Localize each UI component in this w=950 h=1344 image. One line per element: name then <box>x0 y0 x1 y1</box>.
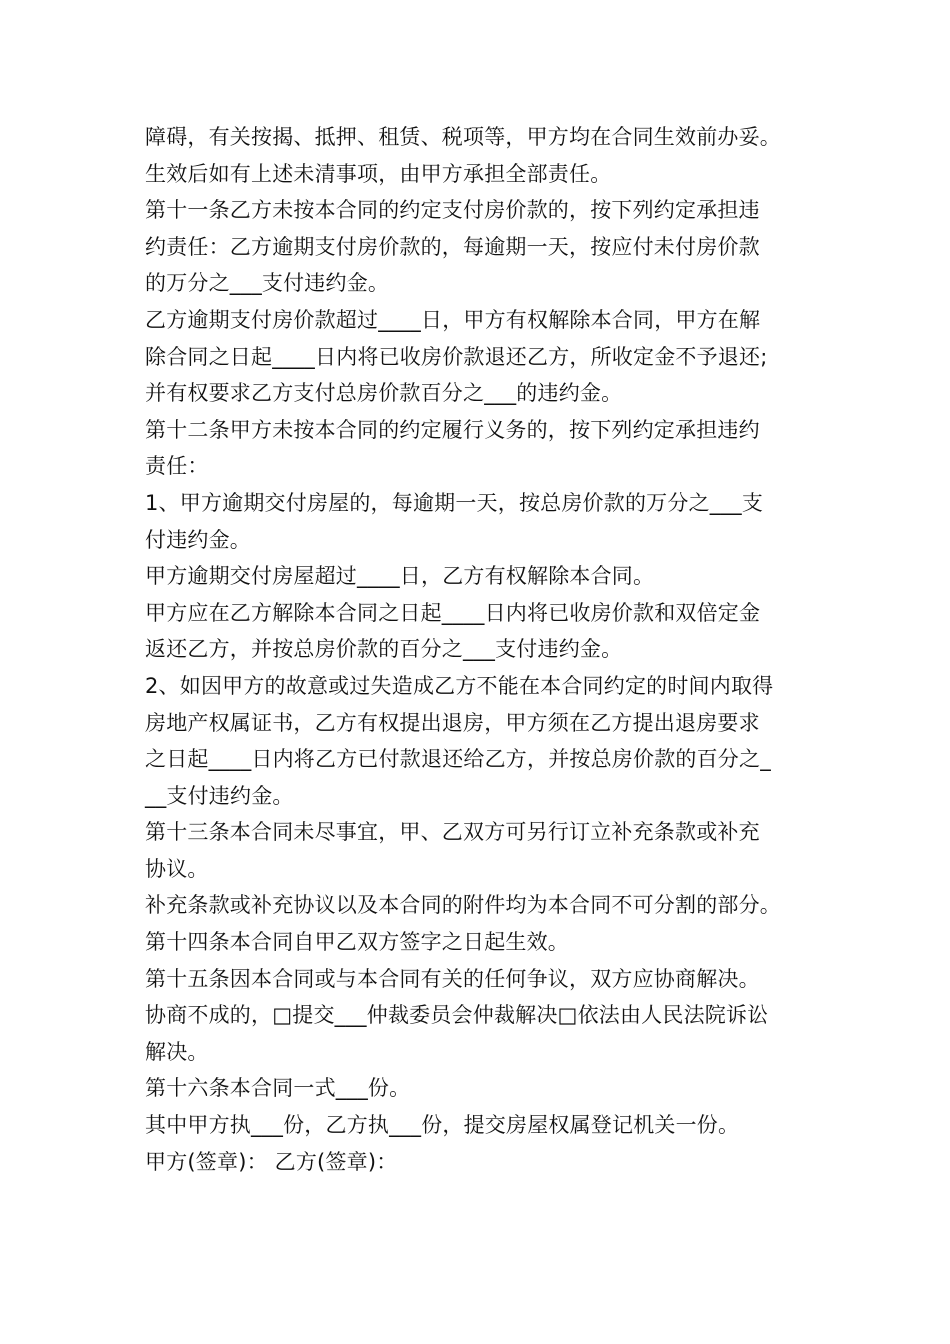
text-line: 甲方逾期交付房屋超过____日，乙方有权解除本合同。 <box>145 564 655 589</box>
text-line: 第十一条乙方未按本合同的约定支付房价款的，按下列约定承担违 <box>145 198 760 223</box>
text-line: 1、甲方逾期交付房屋的，每逾期一天，按总房价款的万分之___支 <box>145 490 764 515</box>
text-line: 障碍，有关按揭、抵押、租赁、税项等，甲方均在合同生效前办妥。 <box>145 125 781 149</box>
contract-text <box>145 119 820 1180</box>
text-line: 甲方应在乙方解除本合同之日起____日内将已收房价款和双倍定金 <box>145 600 761 625</box>
signature-line: 甲方(签章)： 乙方(签章)： <box>145 1149 398 1174</box>
text-line: 2、如因甲方的故意或过失造成乙方不能在本合同约定的时间内取得 <box>145 673 774 698</box>
text-line: 其中甲方执___份，乙方执___份，提交房屋权属登记机关一份。 <box>145 1113 740 1138</box>
text-line: 协议。 <box>145 856 209 881</box>
text-line: 解决。 <box>145 1039 209 1064</box>
text-line: 返还乙方，并按总房价款的百分之___支付违约金。 <box>145 637 623 662</box>
text-line: 补充条款或补充协议以及本合同的附件均为本合同不可分割的部分。 <box>145 893 781 918</box>
text-line: 责任： <box>145 454 209 479</box>
text-line: 第十六条本合同一式___份。 <box>145 1076 411 1101</box>
text-line: 除合同之日起____日内将已收房价款退还乙方，所收定金不予退还; <box>145 344 768 369</box>
text-line: 房地产权属证书，乙方有权提出退房，甲方须在乙方提出退房要求 <box>145 710 760 735</box>
text-line: 第十三条本合同未尽事宜，甲、乙双方可另行订立补充条款或补充 <box>145 820 760 845</box>
text-line: 第十五条因本合同或与本合同有关的任何争议，双方应协商解决。 <box>145 966 760 991</box>
text-line: 约责任：乙方逾期支付房价款的，每逾期一天，按应付未付房价款 <box>145 234 760 259</box>
text-line: 第十四条本合同自甲乙双方签字之日起生效。 <box>145 930 569 955</box>
text-line: 之日起____日内将乙方已付款退还给乙方，并按总房价款的百分之_ <box>145 747 771 772</box>
text-line: __支付违约金。 <box>145 783 294 808</box>
text-line: 付违约金。 <box>145 527 251 552</box>
text-line: 并有权要求乙方支付总房价款百分之___的违约金。 <box>145 381 623 406</box>
text-line: 乙方逾期支付房价款超过____日，甲方有权解除本合同，甲方在解 <box>145 307 761 332</box>
text-line: 协商不成的，□提交___仲裁委员会仲裁解决□依法由人民法院诉讼 <box>145 1003 769 1028</box>
text-line: 生效后如有上述未清事项，由甲方承担全部责任。 <box>145 161 612 186</box>
text-line: 的万分之___支付违约金。 <box>145 271 390 296</box>
text-line: 第十二条甲方未按本合同的约定履行义务的，按下列约定承担违约 <box>145 417 760 442</box>
